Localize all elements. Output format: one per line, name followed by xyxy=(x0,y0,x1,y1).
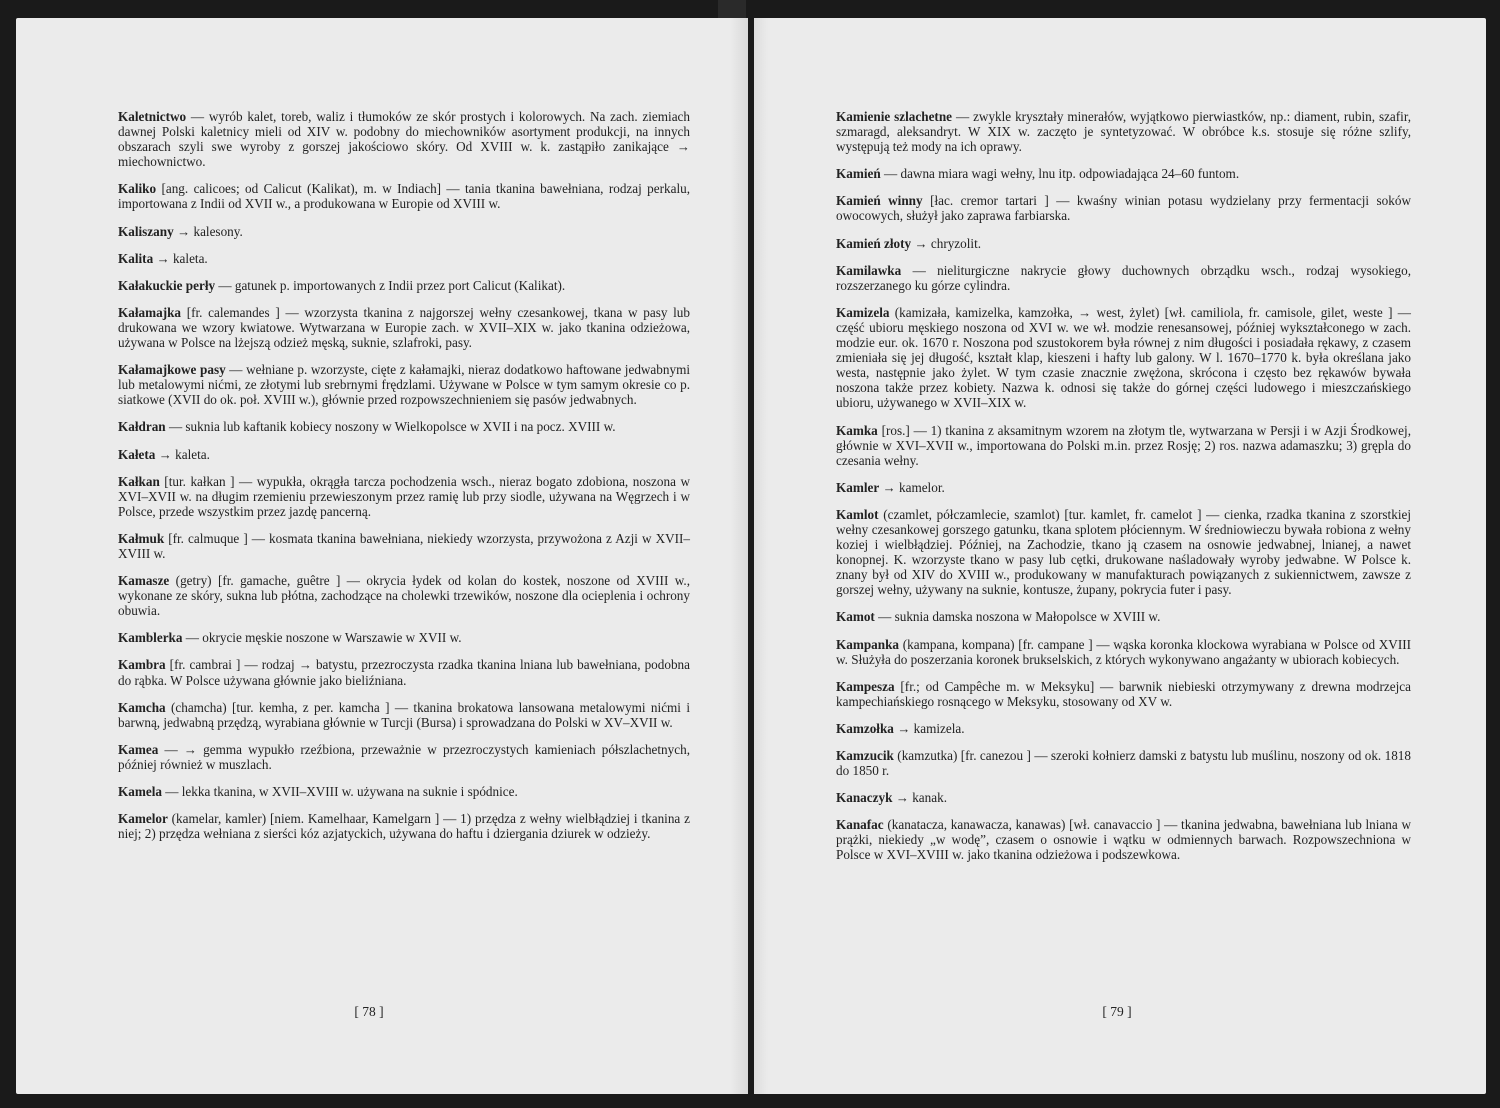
gutter-shadow xyxy=(730,18,748,1094)
left-page-entries xyxy=(118,109,690,853)
entry-definition: [ang. calicoes; od Calicut (Kalikat), m. w Indiach] — tania tkanina bawełniana, rodzaj perkalu, importowana z Indii od XVII w., a produkowana w Europie od XVIII w. xyxy=(118,181,690,212)
entry-definition: (kamelar, kamler) [niem. Kamelhaar, Kamelgarn ] — 1) przędza z wełny wielbłądziej i tkanina z niej; 2) przędza wełniana z sierści kóz azjatyckich, używana do haftu i dziergania dziurek w odzieży. xyxy=(118,811,690,842)
entry-term: Kamblerka xyxy=(118,630,183,646)
dictionary-entry xyxy=(118,811,690,841)
entry-definition: — suknia damska noszona w Małopolsce w XVIII w. xyxy=(874,609,1161,625)
dictionary-entry xyxy=(836,193,1411,223)
entry-term: Kalita xyxy=(118,250,154,266)
dictionary-entry xyxy=(118,657,690,687)
right-page xyxy=(754,18,1486,1094)
dictionary-entry xyxy=(118,419,690,434)
entry-term: Kamień winny xyxy=(836,193,923,209)
dictionary-entry xyxy=(836,721,1411,736)
entry-definition: — lekka tkanina, w XVII–XVIII w. używana na suknie i spódnice. xyxy=(161,784,518,799)
entry-definition: — dawna miara wagi wełny, lnu itp. odpowiadająca 24–60 funtom. xyxy=(880,166,1240,182)
entry-term: Kampanka xyxy=(836,636,900,652)
entry-definition: — wełniane p. wzorzyste, cięte z kałamajki, nieraz dodatkowo haftowane jedwabnymi lub metalowymi nićmi, ze złotymi lub srebrnymi frędzlami. Używane w Polsce w tym samym okresie co p. siatkowe (XVII do ok. poł. XVIII w.), głównie przed rozpowszechnieniem się pasów jedwabnych. xyxy=(118,362,690,408)
dictionary-entry xyxy=(836,790,1411,805)
dictionary-entry xyxy=(118,573,690,618)
entry-definition: [łac. cremor tartari ] — kwaśny winian potasu wydzielany przy fermentacji soków owocowych, służył jako zaprawa farbiarska. xyxy=(836,193,1411,224)
entry-definition: [fr. cambrai ] — rodzaj → batystu, przezroczysta rzadka tkanina lniana lub bawełniana, podobna do rąbka. W Polsce używana głównie jako bieliźniana. xyxy=(118,657,690,688)
entry-term: Kaletnictwo xyxy=(118,109,187,124)
entry-term: Kałakuckie perły xyxy=(118,277,216,293)
dictionary-entry xyxy=(836,480,1411,495)
entry-definition: — zwykle kryształy minerałów, wyjątkowo pierwiastków, np.: diament, rubin, szafir, szmaragd, aleksandryt. W XIX w. zaczęto je syntetyzować. W obróbce k.s. stosuje się różne szlify, występują też mody na ich oprawy. xyxy=(836,109,1411,155)
entry-definition: [fr. calemandes ] — wzorzysta tkanina z najgorszej wełny czesankowej, tkana w pasy lub drukowana we wzory kwiatowe. Wytwarzana w Europie zach. w XVII–XIX w. jako tkanina odzieżowa, używana w Polsce na lżejszą odzież męską, suknie, szlafroki, pasy. xyxy=(118,304,690,351)
entry-definition: → kamizela. xyxy=(893,720,965,736)
entry-term: Kamcha xyxy=(118,699,166,715)
entry-definition: → kaleta. xyxy=(153,250,208,266)
entry-definition: (kampana, kompana) [fr. campane ] — wąska koronka klockowa wyrabiana w Polsce od XVIII w. Służyła do poszerzania koronek brukselskich, z których wykonywano angażanty w ubiorach kobiecych. xyxy=(836,636,1411,667)
left-page xyxy=(16,18,748,1094)
dictionary-entry xyxy=(118,474,690,519)
entry-term: Kamzołka xyxy=(836,720,894,736)
entry-definition: — → gemma wypukło rzeźbiona, przeważnie w przezroczystych kamieniach półszlachetnych, później również w muszlach. xyxy=(118,741,690,772)
entry-definition: (chamcha) [tur. kemha, z per. kamcha ] — tkanina brokatowa lansowana metalowymi nićmi i barwną, jedwabną przędzą, wyrabiana głównie w Turcji (Bursa) i sprowadzana do Polski w XV–XVII w. xyxy=(118,699,690,730)
entry-definition: — suknia lub kaftanik kobiecy noszony w Wielkopolsce w XVII i na pocz. XVIII w. xyxy=(165,419,616,435)
dictionary-entry xyxy=(118,531,690,561)
entry-term: Kanafac xyxy=(836,817,884,833)
dictionary-entry xyxy=(118,362,690,407)
dictionary-entry xyxy=(118,784,690,799)
entry-term: Kamea xyxy=(118,741,159,757)
entry-term: Kamka xyxy=(836,422,878,438)
dictionary-entry xyxy=(118,700,690,730)
dictionary-entry xyxy=(836,166,1411,181)
entry-definition: → kaleta. xyxy=(155,446,210,462)
entry-term: Kałamajkowe pasy xyxy=(118,362,226,378)
entry-term: Kałmuk xyxy=(118,530,165,546)
dictionary-entry xyxy=(118,742,690,772)
page-number: [ 78 ] xyxy=(354,1004,384,1019)
entry-definition: → kanak. xyxy=(892,790,947,806)
dictionary-entry xyxy=(836,679,1411,709)
entry-term: Kamizela xyxy=(836,304,890,320)
entry-definition: (kamizała, kamizelka, kamzołka, → west, żylet) [wł. camiliola, fr. camisole, gilet, weste ] — część ubioru męskiego noszona od XVI w. we wł. modzie renesansowej, później wykształconego w zach. modzie eur. ok. 1670 r. Noszona pod szustokorem była równej z nim długości i posiadała rękawy, z czasem zmieniała się jej długość, kształt klap, kieszeni i hafty lub galony. W l. 1670–1770 k. była określana jako westa, następnie jako żylet. W tym czasie znacznie zwężona, skrócona i często bez rękawów bywała noszona także przez kobiety. Nazwa k. odnosi się także do górnej części ludowego i mieszczańskiego ubioru, używanego w XVII–XIX w. xyxy=(836,304,1411,411)
entry-term: Kamasze xyxy=(118,573,170,589)
entry-term: Kałkan xyxy=(118,473,160,489)
entry-definition: — gatunek p. importowanych z Indii przez port Calicut (Kalikat). xyxy=(215,277,566,293)
entry-term: Kamelor xyxy=(118,811,168,827)
dictionary-entry xyxy=(836,637,1411,667)
entry-term: Kałamajka xyxy=(118,304,182,320)
entry-definition: — nieliturgiczne nakrycie głowy duchownych obrządku wsch., rodzaj wysokiego, rozszerzanego ku górze cylindra. xyxy=(836,262,1411,293)
dictionary-entry xyxy=(118,109,690,169)
page-number: [ 79 ] xyxy=(1102,1004,1132,1019)
entry-term: Kamień złoty xyxy=(836,235,912,251)
entry-term: Kampesza xyxy=(836,678,895,694)
dictionary-entry xyxy=(118,447,690,462)
dictionary-entry xyxy=(118,181,690,211)
entry-definition: (czamlet, półczamlecie, szamlot) [tur. kamlet, fr. camelot ] — cienka, rzadka tkanina z szorstkiej wełny czesankowej gorszego gatunku, tkana splotem płóciennym. W średniowieczu bywała robiona z wełny koziej i wielbłądziej. Później, na Zachodzie, tkano ją czasem na osnowie jedwabnej, lnianej, a nawet konopnej. K. wzorzyste tkano w pasy lub cętki, drukowane naśladowały wyroby jedwabne. W Polsce k. znany był od XIV do XVIII w., produkowany w manufakturach powiązanych z sukiennictwem, zawsze z gorszej wełny, używany na suknie, kontusze, żupany, pokrycia futer i pasy. xyxy=(836,506,1411,598)
entry-definition: → chryzolit. xyxy=(911,235,982,251)
entry-term: Kamilawka xyxy=(836,262,902,278)
entry-term: Kamzucik xyxy=(836,748,894,763)
dictionary-entry xyxy=(118,278,690,293)
entry-term: Kamlot xyxy=(836,506,879,522)
entry-definition: [fr.; od Campêche m. w Meksyku] — barwnik niebieski otrzymywany z drewna modrzejca kampechiańskiego rosnącego w Meksyku, stosowany od XV w. xyxy=(836,678,1411,709)
dictionary-entry xyxy=(836,507,1411,598)
entry-definition: (kanatacza, kanawacza, kanawas) [wł. canavaccio ] — tkanina jedwabna, bawełniana lub lniana w prążki, niekiedy „w wodę”, czasem o osnowie i wątku w odmiennych barwach. Rozpowszechniona w Polsce w XVI–XVIII w. jako tkanina odzieżowa i podszewkowa. xyxy=(836,817,1411,863)
entry-definition: → kamelor. xyxy=(879,479,945,495)
entry-term: Kamienie szlachetne xyxy=(836,109,953,124)
entry-definition: — okrycie męskie noszone w Warszawie w XVII w. xyxy=(182,630,462,646)
entry-definition: — wyrób kalet, toreb, waliz i tłumoków ze skór prostych i kolorowych. Na zach. ziemiach dawnej Polski kaletnicy mieli od XIV w. podobny do miechowników asortyment produkcji, na innych obszarach szyli swe wyroby z gorszej jakościowo skóry. Od XVIII w. k. zastąpiło zanikające → miechownictwo. xyxy=(118,109,690,170)
dictionary-entry xyxy=(118,224,690,239)
dictionary-entry xyxy=(836,263,1411,293)
dictionary-entry xyxy=(836,609,1411,624)
entry-definition: [fr. calmuque ] — kosmata tkanina bawełniana, niekiedy wzorzysta, przywożona z Azji w XVII–XVIII w. xyxy=(118,530,690,561)
dictionary-entry xyxy=(836,109,1411,154)
dictionary-entry xyxy=(836,305,1411,411)
entry-term: Kamot xyxy=(836,609,875,625)
dictionary-entry xyxy=(118,630,690,645)
entry-definition: (getry) [fr. gamache, guêtre ] — okrycia łydek od kolan do kostek, noszone od XVIII w., wykonane ze skóry, sukna lub płótna, zachodzące na cholewki trzewików, noszone dla ocieplenia i ochrony obuwia. xyxy=(118,573,690,619)
dictionary-entry xyxy=(118,305,690,350)
entry-term: Kaliko xyxy=(118,181,157,197)
dictionary-entry xyxy=(836,817,1411,862)
entry-definition: (kamzutka) [fr. canezou ] — szeroki kołnierz damski z batystu lub muślinu, noszony od ok. 1818 do 1850 r. xyxy=(836,748,1411,779)
dictionary-entry xyxy=(118,251,690,266)
gutter-shadow xyxy=(754,18,768,1094)
entry-term: Kałeta xyxy=(118,446,156,462)
dictionary-entry xyxy=(836,236,1411,251)
entry-term: Kamień xyxy=(836,166,881,182)
dictionary-entry xyxy=(836,748,1411,778)
entry-term: Kaliszany xyxy=(118,223,174,239)
entry-term: Kambra xyxy=(118,657,166,673)
dictionary-entry xyxy=(836,423,1411,468)
entry-definition: [tur. kałkan ] — wypukła, okrągła tarcza pochodzenia wsch., nieraz bogato zdobiona, noszona w XVI–XVII w. na długim rzemieniu przewieszonym przez ramię lub przy siodle, używana na Węgrzech i w Polsce, przede wszystkim przez jazdę pancerną. xyxy=(118,473,690,519)
entry-term: Kałdran xyxy=(118,419,166,435)
entry-definition: → kalesony. xyxy=(173,223,243,239)
right-page-entries xyxy=(836,109,1411,875)
entry-definition: [ros.] — 1) tkanina z aksamitnym wzorem na złotym tle, wytwarzana w Persji i w Azji Środkowej, głównie w XVI–XVII w., importowana do Polski m.in. przez Rosję; 2) ros. nazwa adamaszku; 3) grępla do czesania wełny. xyxy=(836,422,1411,468)
entry-term: Kanaczyk xyxy=(836,790,893,806)
entry-term: Kamela xyxy=(118,784,162,799)
entry-term: Kamler xyxy=(836,479,880,495)
